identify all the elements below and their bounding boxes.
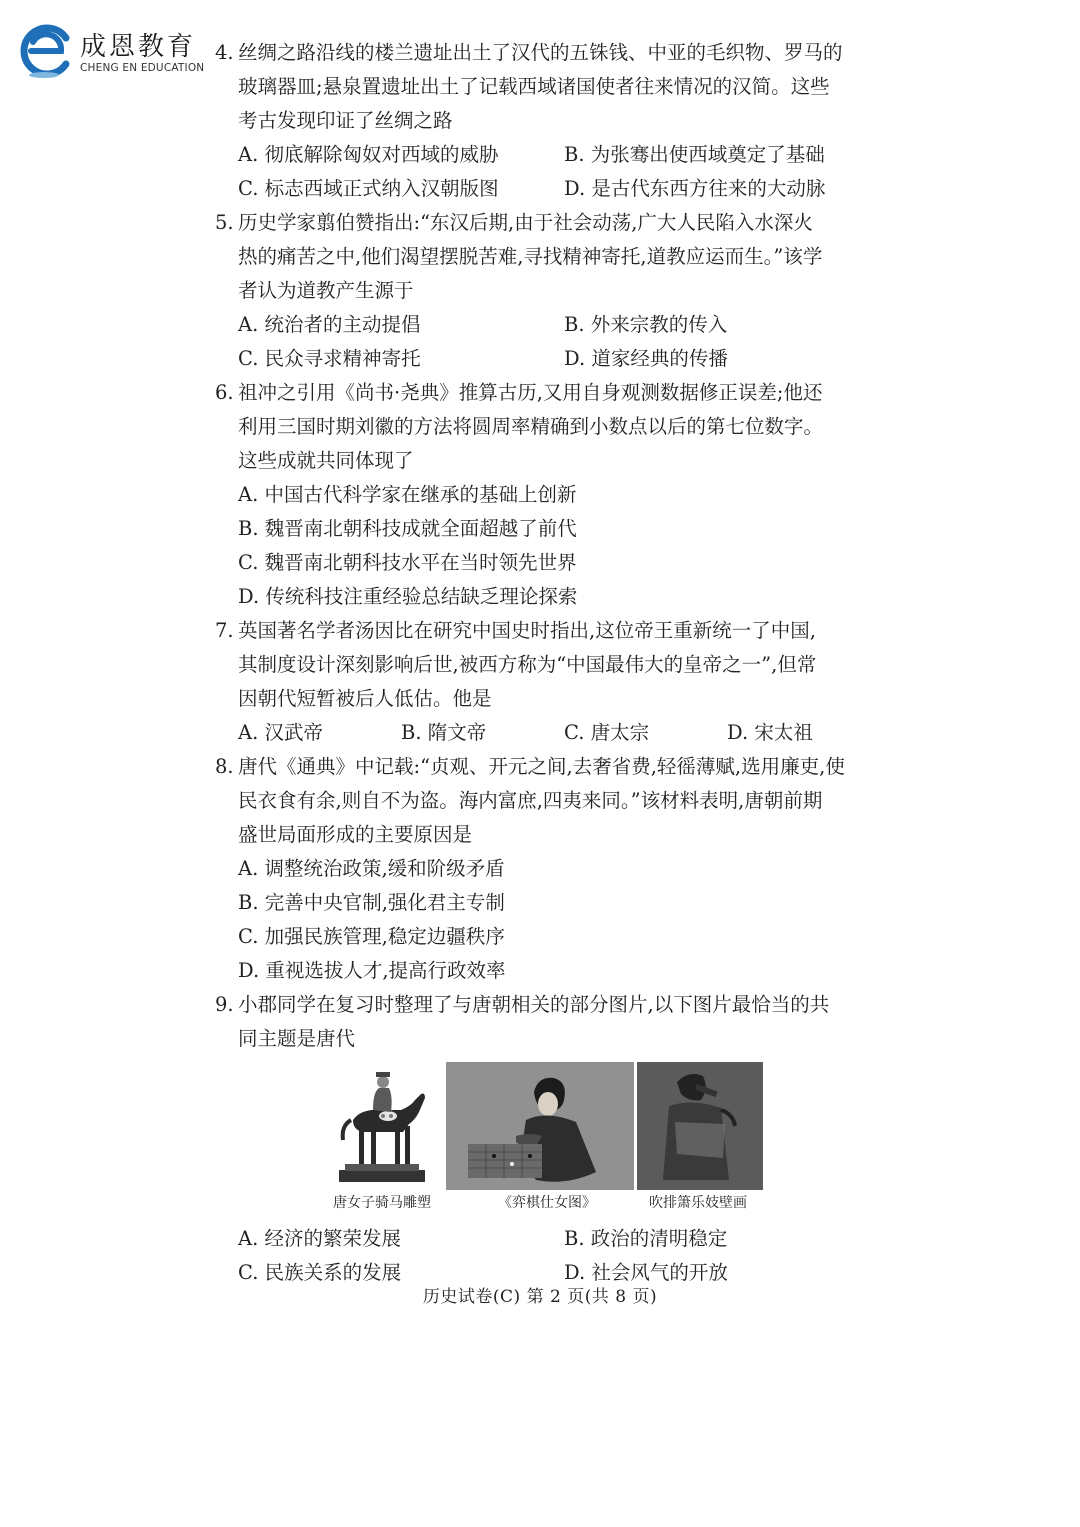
option-d: D. 宋太祖 xyxy=(727,721,813,744)
option-d: D. 社会风气的开放 xyxy=(564,1261,728,1284)
question-text: 利用三国时期刘徽的方法将圆周率精确到小数点以后的第七位数字。 xyxy=(238,415,824,438)
question-text: 其制度设计深刻影响后世,被西方称为“中国最伟大的皇帝之一”,但常 xyxy=(238,653,817,676)
logo-chinese-name: 成恩教育 xyxy=(80,32,197,62)
question-text: 者认为道教产生源于 xyxy=(238,279,414,302)
question-text: 唐代《通典》中记载:“贞观、开元之间,去奢省费,轻徭薄赋,选用廉吏,使 xyxy=(238,755,845,778)
figure-row xyxy=(215,1062,875,1222)
logo xyxy=(14,20,214,82)
caption-horse-sculpture: 唐女子骑马雕塑 xyxy=(333,1195,431,1211)
question-number: 6. xyxy=(215,381,234,404)
option-d: D. 传统科技注重经验总结缺乏理论探索 xyxy=(238,585,578,608)
question-7 xyxy=(215,614,875,750)
option-a: A. 汉武帝 xyxy=(238,721,323,744)
option-c: C. 标志西域正式纳入汉朝版图 xyxy=(238,177,499,200)
question-text: 同主题是唐代 xyxy=(238,1027,356,1050)
page-footer: 历史试卷(C) 第 2 页(共 8 页) xyxy=(422,1287,658,1307)
option-a: A. 彻底解除匈奴对西域的威胁 xyxy=(238,143,499,166)
question-text: 这些成就共同体现了 xyxy=(238,449,414,472)
option-b: B. 为张骞出使西域奠定了基础 xyxy=(564,143,825,166)
question-text: 丝绸之路沿线的楼兰遗址出土了汉代的五铢钱、中亚的毛织物、罗马的 xyxy=(238,41,843,64)
option-c: C. 民众寻求精神寄托 xyxy=(238,347,421,370)
option-a: A. 统治者的主动提倡 xyxy=(238,313,421,336)
question-text: 盛世局面形成的主要原因是 xyxy=(238,823,473,846)
option-b: B. 政治的清明稳定 xyxy=(564,1227,728,1250)
question-text: 小郡同学在复习时整理了与唐朝相关的部分图片,以下图片最恰当的共 xyxy=(238,993,830,1016)
option-c: C. 加强民族管理,稳定边疆秩序 xyxy=(238,925,505,948)
horse-rider-sculpture-image xyxy=(333,1070,433,1185)
caption-panpipe-mural: 吹排箫乐妓壁画 xyxy=(649,1195,747,1211)
option-d: D. 重视选拔人才,提高行政效率 xyxy=(238,959,506,982)
question-6 xyxy=(215,376,875,614)
question-number: 7. xyxy=(215,619,234,642)
question-number: 5. xyxy=(215,211,234,234)
question-text: 民衣食有余,则自不为盗。海内富庶,四夷来同。”该材料表明,唐朝前期 xyxy=(238,789,823,812)
option-a: A. 中国古代科学家在继承的基础上创新 xyxy=(238,483,577,506)
go-playing-lady-painting-image xyxy=(446,1062,634,1190)
logo-e-icon xyxy=(14,20,76,82)
option-a: A. 经济的繁荣发展 xyxy=(238,1227,401,1250)
option-a: A. 调整统治政策,缓和阶级矛盾 xyxy=(238,857,505,880)
option-d: D. 是古代东西方往来的大动脉 xyxy=(564,177,826,200)
question-text: 英国著名学者汤因比在研究中国史时指出,这位帝王重新统一了中国, xyxy=(238,619,816,642)
panpipe-musician-mural-image xyxy=(637,1062,763,1190)
option-b: B. 隋文帝 xyxy=(401,721,487,744)
option-d: D. 道家经典的传播 xyxy=(564,347,728,370)
question-text: 祖冲之引用《尚书·尧典》推算古历,又用自身观测数据修正误差;他还 xyxy=(238,381,823,404)
question-9 xyxy=(215,988,875,1290)
exam-content xyxy=(215,36,875,1290)
option-b: B. 完善中央官制,强化君主专制 xyxy=(238,891,505,914)
question-4 xyxy=(215,36,875,206)
question-text: 玻璃器皿;悬泉置遗址出土了记载西域诸国使者往来情况的汉简。这些 xyxy=(238,75,830,98)
option-c: C. 魏晋南北朝科技水平在当时领先世界 xyxy=(238,551,577,574)
question-number: 8. xyxy=(215,755,234,778)
question-text: 历史学家翦伯赞指出:“东汉后期,由于社会动荡,广大人民陷入水深火 xyxy=(238,211,813,234)
question-text: 考古发现印证了丝绸之路 xyxy=(238,109,453,132)
question-text: 热的痛苦之中,他们渴望摆脱苦难,寻找精神寄托,道教应运而生。”该学 xyxy=(238,245,823,268)
caption-go-painting: 《弈棋仕女图》 xyxy=(498,1195,596,1211)
option-b: B. 魏晋南北朝科技成就全面超越了前代 xyxy=(238,517,577,540)
option-c: C. 唐太宗 xyxy=(564,721,650,744)
question-number: 4. xyxy=(215,41,234,64)
question-5 xyxy=(215,206,875,376)
question-text: 因朝代短暂被后人低估。他是 xyxy=(238,687,492,710)
question-number: 9. xyxy=(215,993,234,1016)
logo-english-name: CHENG EN EDUCATION xyxy=(80,62,205,74)
question-8 xyxy=(215,750,875,988)
option-c: C. 民族关系的发展 xyxy=(238,1261,402,1284)
option-b: B. 外来宗教的传入 xyxy=(564,313,728,336)
